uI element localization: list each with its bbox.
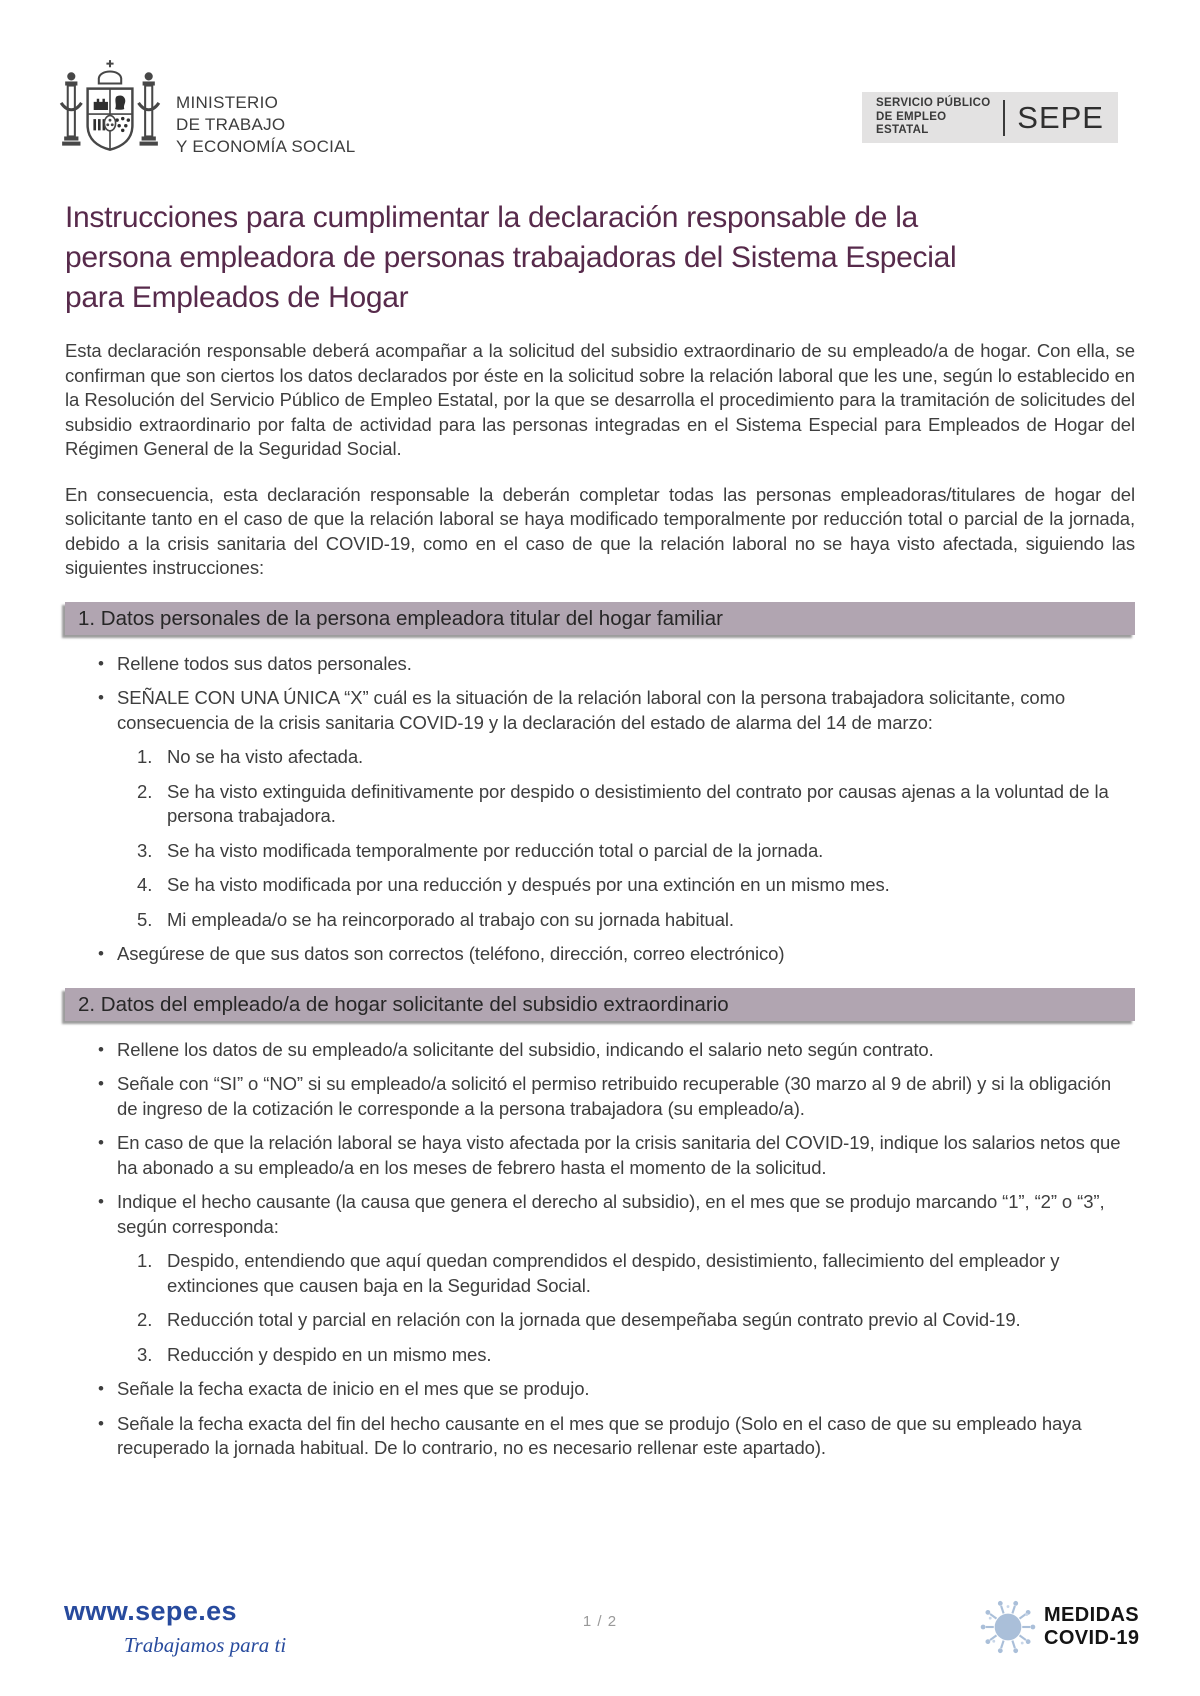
list-item: • En caso de que la relación laboral se haya visto afectada por la crisis sanitaria del COVID-19, indique los salarios netos que ha abonado a su empleado/a en los meses de febrero hasta el momento de la solicitud.	[98, 1132, 1121, 1178]
number-marker: 2.	[137, 1309, 153, 1330]
covid-measures-label: MEDIDAS COVID-19	[1044, 1604, 1140, 1649]
sepe-logo-divider	[1003, 100, 1005, 136]
list-item: • SEÑALE CON UNA ÚNICA “X” cuál es la situación de la relación laboral con la persona trabajadora solicitante, como consecuencia de la crisis sanitaria COVID-19 y la declaración del estado de alarma del 14 de marzo:	[98, 687, 1066, 733]
sepe-service-name: SERVICIO PÚBLICO DE EMPLEO ESTATAL	[876, 97, 991, 137]
sepe-slogan: Trabajamos para ti	[124, 1633, 287, 1657]
bullet-marker: •	[98, 1133, 104, 1152]
ministry-name	[176, 92, 356, 158]
sepe-logo	[862, 92, 1118, 143]
list-item: 2. Reducción total y parcial en relación con la jornada que desempeñaba según contrato previo al Covid-19.	[65, 1308, 1135, 1333]
list-item: 1. No se ha visto afectada.	[65, 745, 1135, 770]
ministry-line: Y ECONOMÍA SOCIAL	[176, 137, 356, 156]
number-marker: 1.	[137, 746, 153, 767]
page-title: Instrucciones para cumplimentar la declaración responsable de la persona empleadora de personas trabajadoras del Sistema Especial para Empleados de Hogar	[65, 201, 957, 314]
number-marker: 2.	[137, 780, 153, 802]
bullet-marker: •	[98, 653, 104, 673]
list-item: • Rellene los datos de su empleado/a solicitante del subsidio, indicando el salario neto según contrato.	[65, 1038, 1135, 1063]
intro-paragraph: En consecuencia, esta declaración responsable la deberán completar todas las personas empleadoras/titulares de hogar del solicitante tanto en el caso de que la relación laboral se haya modificado temporalmente por reducción total o parcial de la jornada, debido a la crisis sanitaria del COVID-19, como en el caso de que la relación laboral no se haya visto afectada, siguiendo las siguientes instrucciones:	[65, 483, 1135, 578]
list-item: • Indique el hecho causante (la causa que genera el derecho al subsidio), en el mes que se produjo marcando “1”, “2” o “3”, según corresponda:	[98, 1191, 1105, 1237]
section-1-list	[65, 652, 1135, 967]
ministry-line: MINISTERIO	[176, 93, 279, 112]
list-item: • Señale la fecha exacta de inicio en el mes que se produjo.	[65, 1377, 1135, 1402]
bullet-marker: •	[98, 1039, 104, 1059]
bullet-marker: •	[98, 1074, 104, 1093]
bullet-marker: •	[98, 688, 104, 707]
bullet-marker: •	[98, 1413, 104, 1433]
page-number: 1 / 2	[582, 1613, 618, 1630]
number-marker: 1.	[137, 1250, 153, 1271]
section-2-header: 2. Datos del empleado/a de hogar solicitante del subsidio extraordinario	[65, 988, 1135, 1021]
list-item: 3. Reducción y despido en un mismo mes.	[65, 1343, 1135, 1368]
section-2-list	[65, 1038, 1135, 1461]
number-marker: 4.	[137, 874, 153, 895]
bullet-marker: •	[98, 1192, 104, 1211]
number-marker: 3.	[137, 839, 153, 861]
list-item: 1. Despido, entendiendo que aquí quedan comprendidos el despido, desistimiento, fallecimiento del empleador y extinciones que causen baja en la Seguridad Social.	[137, 1250, 1060, 1296]
list-item: 4. Se ha visto modificada por una reducción y después por una extinción en un mismo mes.	[65, 873, 1135, 898]
list-item: • Señale con “SI” o “NO” si su empleado/a solicitó el permiso retribuido recuperable (30 marzo al 9 de abril) y si la obligación de ingreso de la cotización le corresponde a la persona trabajadora (su empleado/a).	[98, 1073, 1112, 1119]
list-item: • Señale la fecha exacta del fin del hecho causante en el mes que se produjo (Solo en el caso de que su empleado haya recuperado la jornada habitual. De lo contrario, no es necesario rellenar este apartado).	[98, 1412, 1082, 1458]
covid-measures-badge	[976, 1595, 1139, 1659]
list-item: • Rellene todos sus datos personales.	[65, 652, 1135, 677]
bullet-marker: •	[98, 1379, 104, 1398]
document-body	[65, 198, 1135, 1471]
list-item: 2. Se ha visto extinguida definitivamente por despido o desistimiento del contrato por causas ajenas a la voluntad de la persona trabajadora.	[137, 780, 1109, 826]
list-item: 5. Mi empleada/o se ha reincorporado al trabajo con su jornada habitual.	[65, 908, 1135, 933]
sepe-website-link[interactable]: www.sepe.es	[64, 1596, 237, 1626]
number-marker: 3.	[137, 1343, 153, 1365]
sepe-acronym: SEPE	[1017, 99, 1104, 135]
list-item: 3. Se ha visto modificada temporalmente por reducción total o parcial de la jornada.	[65, 839, 1135, 864]
section-1-header: 1. Datos personales de la persona empleadora titular del hogar familiar	[65, 602, 1135, 635]
intro-paragraph: Esta declaración responsable deberá acompañar a la solicitud del subsidio extraordinario de su empleado/a de hogar. Con ella, se confirman que son ciertos los datos declarados por éste en la solicitud sobre la relación laboral que les une, según lo establecido en la Resolución del Servicio Público de Empleo Estatal, por la que se desarrolla el procedimiento para la tramitación de solicitudes del subsidio extraordinario por falta de actividad para las personas integradas en el Sistema Especial para Empleados de Hogar del Régimen General de la Seguridad Social.	[65, 340, 1135, 459]
coronavirus-icon	[976, 1595, 1040, 1659]
bullet-marker: •	[98, 944, 104, 963]
spain-coat-of-arms-logo	[58, 56, 162, 166]
number-marker: 5.	[137, 908, 153, 930]
ministry-line: DE TRABAJO	[176, 115, 286, 134]
list-item: • Asegúrese de que sus datos son correctos (teléfono, dirección, correo electrónico)	[65, 942, 1135, 967]
